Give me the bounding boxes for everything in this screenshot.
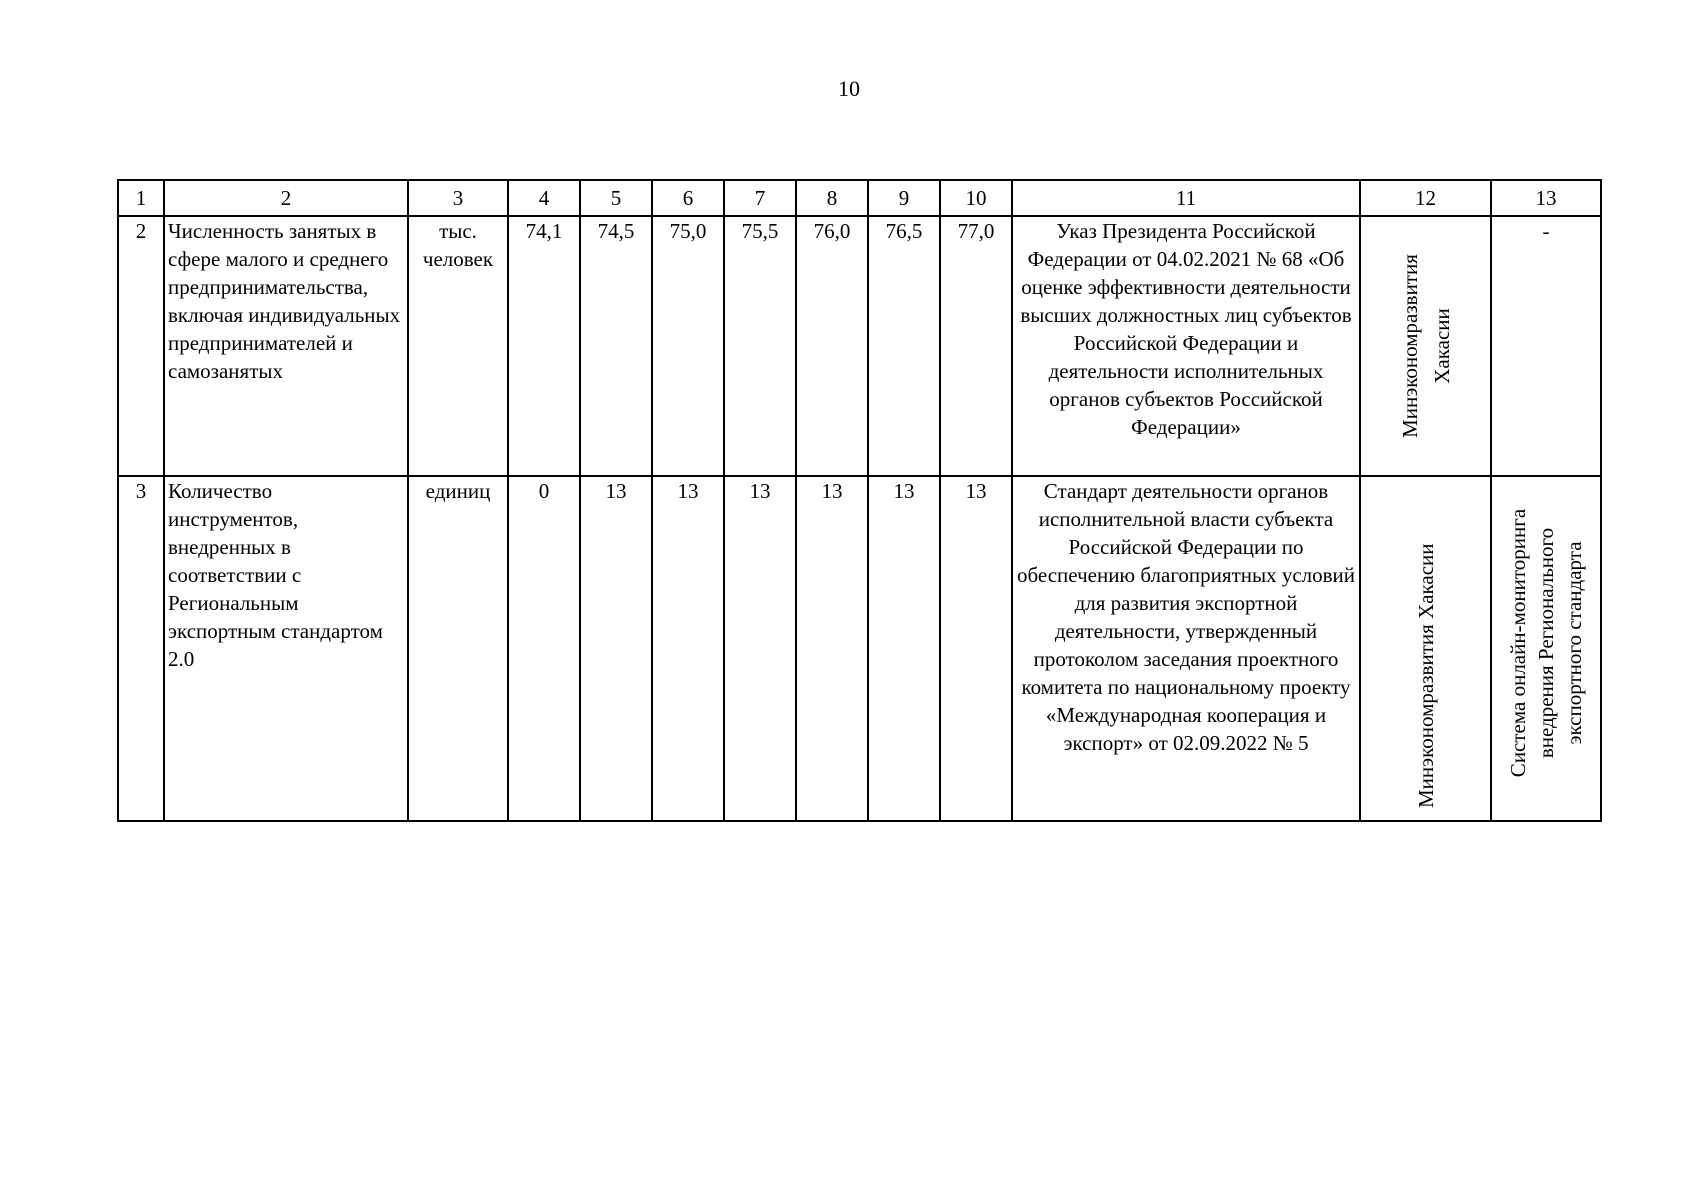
indicators-table: [117, 179, 1602, 822]
value-cell: 77,0: [940, 216, 1012, 476]
system-cell: [1491, 476, 1601, 821]
header-cell: 11: [1012, 180, 1360, 216]
value-cell: 13: [580, 476, 652, 821]
value-cell: 74,1: [508, 216, 580, 476]
indicator-name: Численность занятых в сфере малого и среднего предпринимательства, включая индивидуальных предпринимателей и самозанятых: [164, 216, 408, 476]
header-cell: 6: [652, 180, 724, 216]
basis-cell: Стандарт деятельности органов исполнительной власти субъекта Российской Федерации по обеспечению благоприятных условий для развития экспортной деятельности, утвержденный протоколом заседания проектного комитета по национальному проекту «Международная кооперация и экспорт» от 02.09.2022 № 5: [1012, 476, 1360, 821]
value-cell: 13: [652, 476, 724, 821]
value-cell: 76,0: [796, 216, 868, 476]
responsible-text: Минэкономразвития Хакасии: [1397, 254, 1454, 438]
unit-cell: тыс. человек: [408, 216, 508, 476]
system-cell: -: [1491, 216, 1601, 476]
row-number: 3: [118, 476, 164, 821]
value-cell: 13: [796, 476, 868, 821]
value-cell: 0: [508, 476, 580, 821]
header-cell: 5: [580, 180, 652, 216]
value-cell: 13: [724, 476, 796, 821]
table-row: [118, 476, 1601, 821]
table-row: [118, 216, 1601, 476]
header-cell: 9: [868, 180, 940, 216]
header-cell: 13: [1491, 180, 1601, 216]
value-cell: 74,5: [580, 216, 652, 476]
table-header-row: [118, 180, 1601, 216]
value-cell: 75,5: [724, 216, 796, 476]
header-cell: 4: [508, 180, 580, 216]
responsible-cell: [1360, 216, 1491, 476]
header-cell: 10: [940, 180, 1012, 216]
header-cell: 8: [796, 180, 868, 216]
basis-cell: Указ Президента Российской Федерации от 04.02.2021 № 68 «Об оценке эффективности деятельности высших должностных лиц субъектов Российской Федерации и деятельности исполнительных органов субъектов Российской Федерации»: [1012, 216, 1360, 476]
responsible-text: Минэкономразвития Хакасии: [1413, 543, 1438, 808]
value-cell: 76,5: [868, 216, 940, 476]
row-number: 2: [118, 216, 164, 476]
unit-cell: единиц: [408, 476, 508, 821]
value-cell: 13: [940, 476, 1012, 821]
value-cell: 13: [868, 476, 940, 821]
header-cell: 2: [164, 180, 408, 216]
responsible-cell: [1360, 476, 1491, 821]
header-cell: 3: [408, 180, 508, 216]
header-cell: 1: [118, 180, 164, 216]
page-number: 10: [838, 76, 860, 101]
system-text: Система онлайн-мониторинга внедрения Регионального экспортного стандарта: [1506, 508, 1586, 778]
header-cell: 12: [1360, 180, 1491, 216]
value-cell: 75,0: [652, 216, 724, 476]
header-cell: 7: [724, 180, 796, 216]
indicator-name: Количество инструментов, внедренных в соответствии с Региональным экспортным стандартом 2.0: [164, 476, 408, 821]
